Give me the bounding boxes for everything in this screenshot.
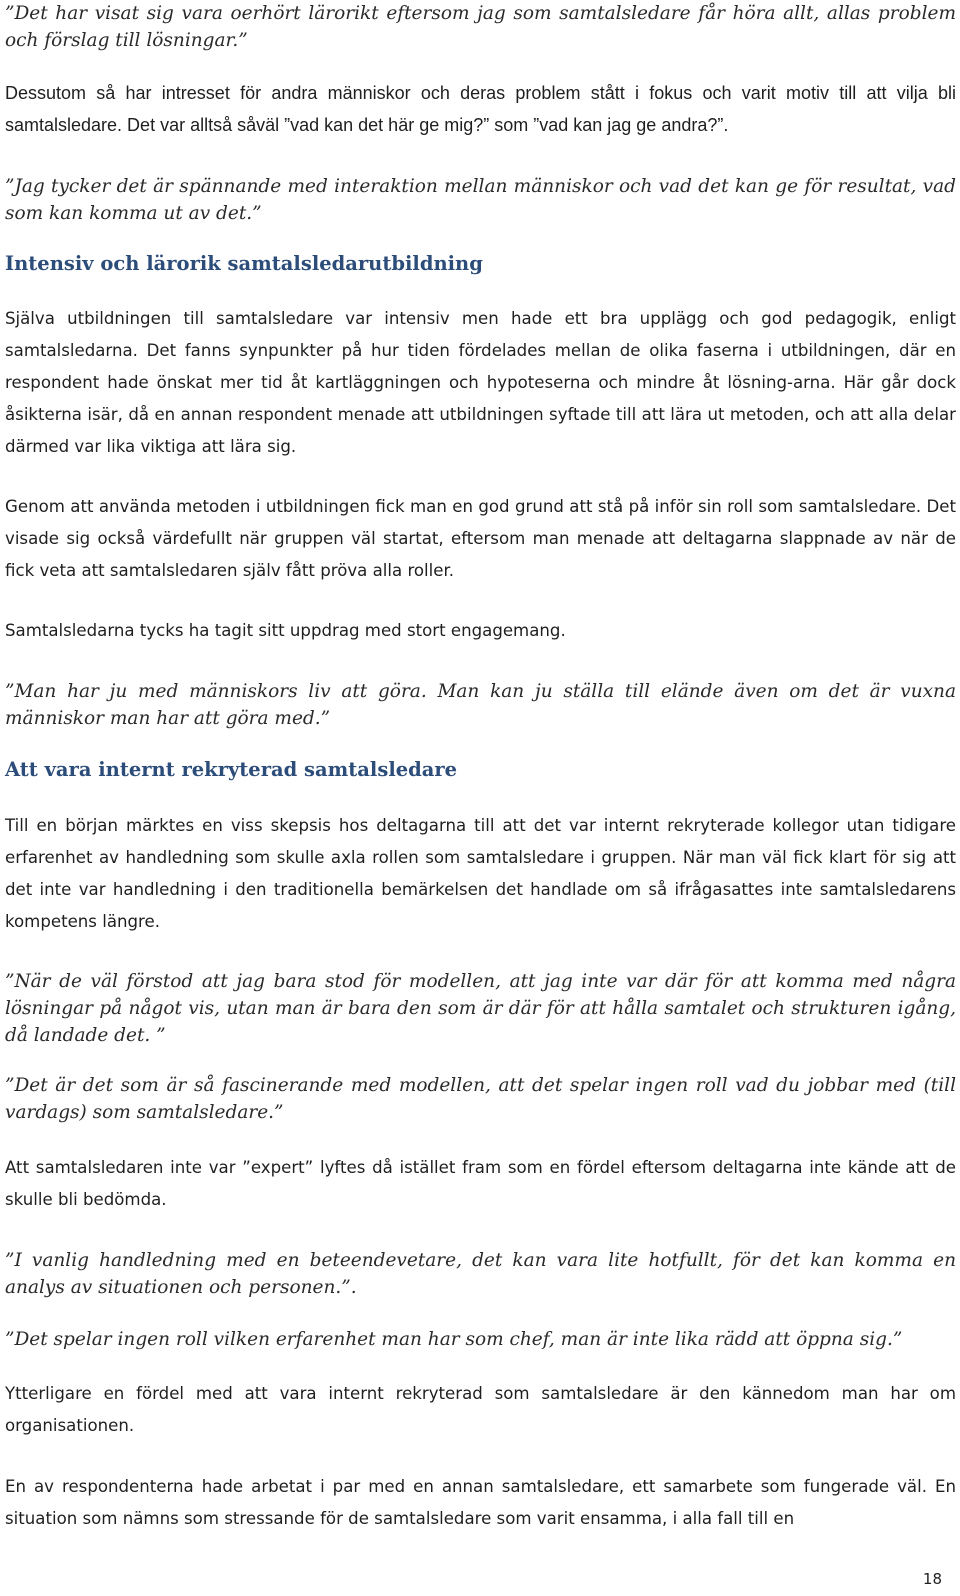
paragraph-utbildning: Själva utbildningen till samtalsledare var intensiv men hade ett bra upplägg och god pedagogik, enligt samtalsledarna. Det fanns synpunkter på hur tiden fördelades mellan de olika faserna i utbildningen, där en respondent hade önskat mer tid åt kartläggningen och hypoteserna och mindre åt lösning-arna. Här går dock åsikterna isär, då en annan respondent menade att utbildningen syftade till att lära ut metoden, och att alla delar därmed var lika viktiga att lära sig. xyxy=(5,309,956,456)
paragraph-metoden: Genom att använda metoden i utbildningen fick man en god grund att stå på inför sin roll som samtalsledare. Det visade sig också värdefullt när gruppen väl startat, eftersom man menade att deltagarna slappnade av när de fick veta att samtalsledaren själv fått pröva alla roller. xyxy=(5,497,956,580)
quote-modellen: ”När de väl förstod att jag bara stod för modellen, att jag inte var där för att komma med några lösningar på något vis, utan man är bara den som är där för att hålla samtalet och strukturen igång, då landade det. ” xyxy=(5,971,956,1046)
paragraph-engagemang: Samtalsledarna tycks ha tagit sitt uppdrag med stort engagemang. xyxy=(5,621,566,640)
quote-fascinerande: ”Det är det som är så fascinerande med modellen, att det spelar ingen roll vad du jobbar med (till vardags) som samtalsledare.” xyxy=(5,1075,956,1123)
paragraph-par: En av respondenterna hade arbetat i par med en annan samtalsledare, ett samarbete som fungerade väl. En situation som nämns som stressande för de samtalsledare som varit ensamma, i alla fall till en xyxy=(5,1477,956,1528)
quote-chef: ”Det spelar ingen roll vilken erfarenhet man har som chef, man är inte lika rädd att öppna sig.” xyxy=(5,1329,903,1350)
page-number: 18 xyxy=(922,1570,942,1588)
quote-liv: ”Man har ju med människors liv att göra. Man kan ju ställa till elände även om det är vuxna människor man har att göra med.” xyxy=(5,681,956,729)
quote-lararikt: ”Det har visat sig vara oerhört lärorikt eftersom jag som samtalsledare får höra allt, allas problem och förslag till lösningar.” xyxy=(5,3,956,51)
quote-interaktion: ”Jag tycker det är spännande med interaktion mellan människor och vad det kan ge för resultat, vad som kan komma ut av det.” xyxy=(5,176,956,224)
paragraph-motiv: Dessutom så har intresset för andra människor och deras problem stått i fokus och varit motiv till att vilja bli samtalsledare. Det var alltså såväl ”vad kan det här ge mig?” som ”vad kan jag ge andra?”. xyxy=(5,83,956,135)
quote-hotfullt: ”I vanlig handledning med en beteendevetare, det kan vara lite hotfullt, för det kan komma en analys av situationen och personen.”. xyxy=(5,1250,956,1298)
paragraph-skepsis: Till en början märktes en viss skepsis hos deltagarna till att det var internt rekryterade kollegor utan tidigare erfarenhet av handledning som skulle axla rollen som samtalsledare i gruppen. När man väl fick klart för sig att det inte var handledning i den traditionella bemärkelsen det handlade om så ifrågasattes inte samtalsledarens kompetens längre. xyxy=(5,816,956,931)
section-heading-internt-rekryterad: Att vara internt rekryterad samtalsledare xyxy=(5,758,458,781)
paragraph-expert: Att samtalsledaren inte var ”expert” lyftes då istället fram som en fördel eftersom deltagarna inte kände att de skulle bli bedömda. xyxy=(5,1158,956,1209)
paragraph-kannedom: Ytterligare en fördel med att vara internt rekryterad som samtalsledare är den kännedom man har om organisationen. xyxy=(5,1384,956,1435)
section-heading-utbildning: Intensiv och lärorik samtalsledarutbildning xyxy=(5,252,483,275)
